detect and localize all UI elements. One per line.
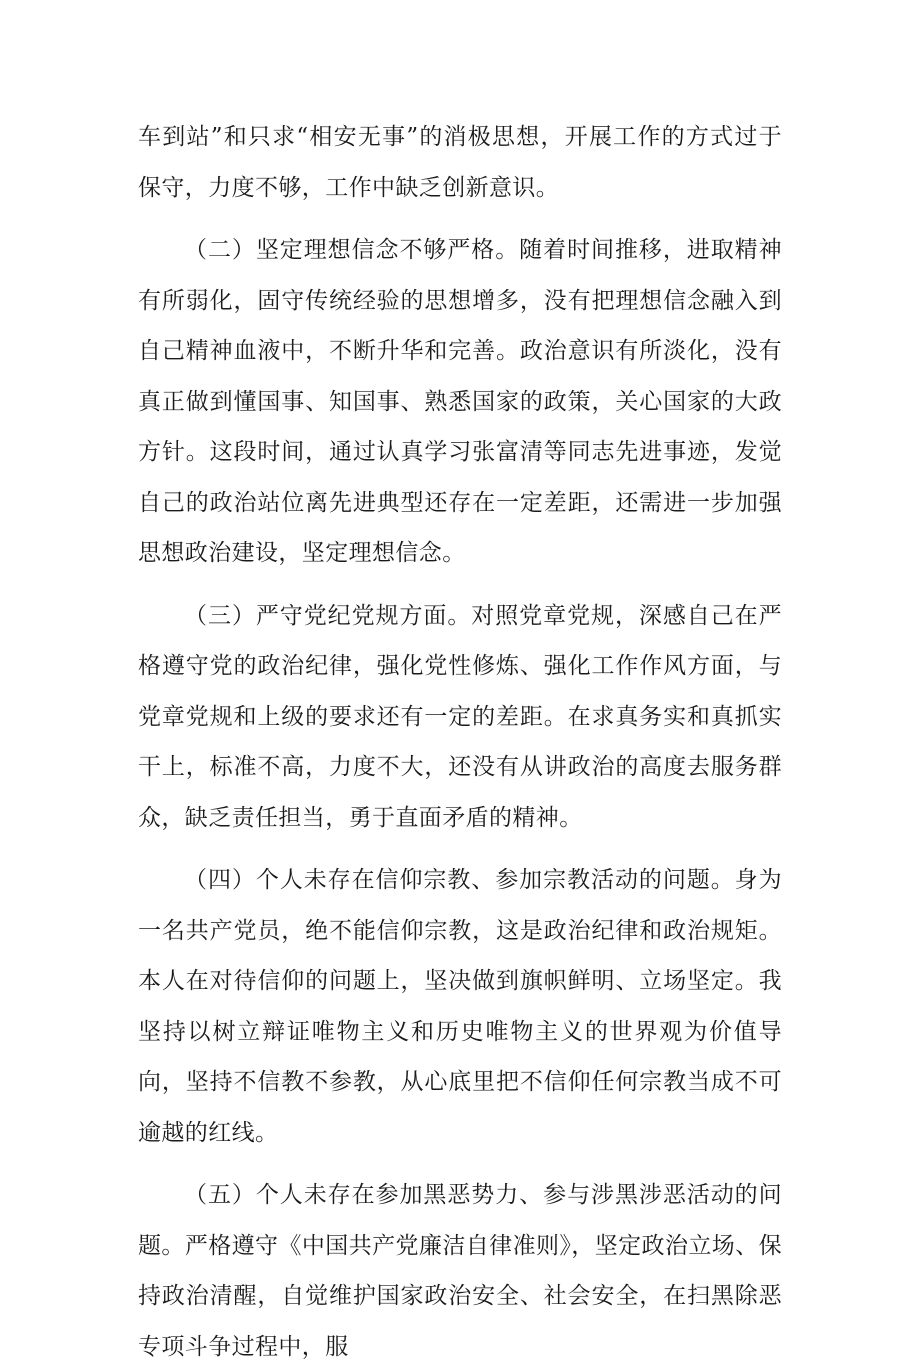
document-body [138,112,782,1372]
paragraph-section-5: （五）个人未存在参加黑恶势力、参与涉黑涉恶活动的问题。严格遵守《中国共产党廉洁自律准则》，坚定政治立场、保持政治清醒，自觉维护国家政治安全、社会安全，在扫黑除恶专项斗争过程中，服 [138,1182,782,1360]
paragraph-continuation: 车到站”和只求“相安无事”的消极思想，开展工作的方式过于保守，力度不够，工作中缺乏创新意识。 [138,124,782,201]
paragraph-section-4: （四）个人未存在信仰宗教、参加宗教活动的问题。身为一名共产党员，绝不能信仰宗教，这是政治纪律和政治规矩。本人在对待信仰的问题上，坚决做到旗帜鲜明、立场坚定。我坚持以树立辩证唯物主义和历史唯物主义的世界观为价值导向，坚持不信教不参教，从心底里把不信仰任何宗教当成不可逾越的红线。 [138,867,782,1146]
paragraph-section-3: （三）严守党纪党规方面。对照党章党规，深感自己在严格遵守党的政治纪律，强化党性修炼、强化工作作风方面，与党章党规和上级的要求还有一定的差距。在求真务实和真抓实干上，标准不高，力度不大，还没有从讲政治的高度去服务群众，缺乏责任担当，勇于直面矛盾的精神。 [138,602,782,831]
paragraph-section-2: （二）坚定理想信念不够严格。随着时间推移，进取精神有所弱化，固守传统经验的思想增多，没有把理想信念融入到自己精神血液中，不断升华和完善。政治意识有所淡化，没有真正做到懂国事、知国事、熟悉国家的政策，关心国家的大政方针。这段时间，通过认真学习张富清等同志先进事迹，发觉自己的政治站位离先进典型还存在一定差距，还需进一步加强思想政治建设，坚定理想信念。 [138,237,782,566]
